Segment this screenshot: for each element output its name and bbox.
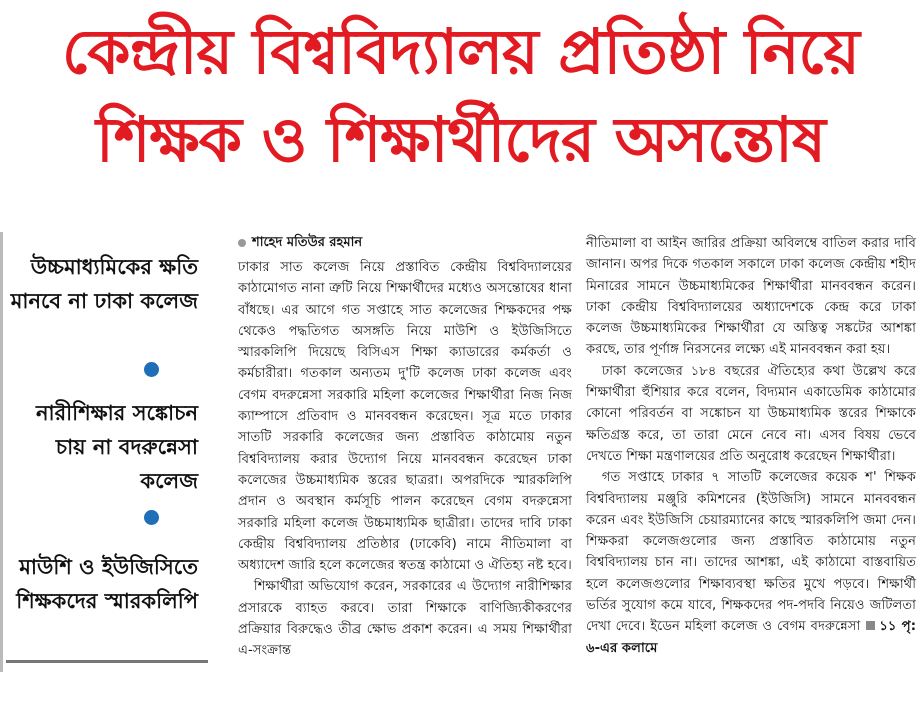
sidebar-highlights	[6, 244, 206, 674]
continuation-jump: ১১ পৃ: ৬-এর কলামে	[586, 619, 916, 656]
headline	[0, 8, 921, 184]
byline-author: শাহেদ মতিউর রহমান	[252, 235, 363, 250]
jump-marker-icon	[866, 621, 875, 630]
paragraph: নীতিমালা বা আইন জারির প্রক্রিয়া অবিলম্বে বাতিল করার দাবি জানান। অপর দিকে গতকাল সকালে ঢাকা কলেজ কেন্দ্রীয় শহীদ মিনারের সামনে উচ্চমাধ্যমিকের শিক্ষার্থীরা মানববন্ধন করেন। ঢাকা কেন্দ্রীয় বিশ্ববিদ্যালয়ের অধ্যাদেশকে কেন্দ্র করে ঢাকা কলেজ উচ্চমাধ্যমিকের শিক্ষার্থীরা যে অস্তিত্ব সঙ্কটের আশঙ্কা করছে, তার পূর্ণাঙ্গ নিরসনের লক্ষ্যে এই মানববন্ধন করা হয়।	[586, 236, 916, 358]
paragraph: ঢাকার সাত কলেজ নিয়ে প্রস্তাবিত কেন্দ্রীয় বিশ্ববিদ্যালয়ের কাঠামোগত নানা ত্রুটি নিয়ে শিক্ষার্থীদের মধ্যেও অসন্তোষের ধানা বাঁধছে। এর আগে গত সপ্তাহে সাত কলেজের শিক্ষকদের পক্ষ থেকেও পদ্ধতিগত অসঙ্গতি নিয়ে মাউশি ও ইউজিসিতে স্মারকলিপি দিয়েছে বিসিএস শিক্ষা ক্যাডারের কর্মকর্তা ও কর্মচারীরা। গতকাল অন্যতম দু'টি কলেজ ঢাকা কলেজ এবং বেগম বদরুন্নেসা সরকারি মহিলা কলেজের শিক্ষার্থীরা নিজ নিজ ক্যাম্পাসে প্রতিবাদ ও মানববন্ধন করেছেন। সূত্র মতে ঢাকার সাতটি সরকারি কলেজের জন্য প্রস্তাবিত কাঠামোয় নতুন বিশ্ববিদ্যালয় করার উদ্যোগ নিয়ে মানববন্ধন করেছেন ঢাকা কলেজের উচ্চমাধ্যমিক স্তরের ছাত্ররা। অপরদিকে স্মারকলিপি প্রদান ও অবস্থান কর্মসূচি পালন করেছেন বেগম বদরুন্নেসা সরকারি মহিলা কলেজ উচ্চমাধ্যমিক ছাত্রীরা। তাদের দাবি ঢাকা কেন্দ্রীয় বিশ্ববিদ্যালয় প্রতিষ্ঠার (ঢাকেবি) নামে নীতিমালা বা অধ্যাদেশ জারি হলে কলেজের স্বতন্ত্র কাঠামো ও ঐতিহ্য নষ্ট হবে।	[238, 260, 572, 574]
left-border-rule	[0, 232, 3, 672]
sidebar-item-memorandum: মাউশি ও ইউজিসিতে শিক্ষকদের স্মারকলিপি	[16, 555, 198, 613]
paragraph	[586, 467, 916, 659]
article-column-2	[586, 233, 916, 659]
paragraph: ঢাকা কলেজের ১৮৪ বছরের ঐতিহ্যের কথা উল্লেখ করে শিক্ষার্থীরা হুঁশিয়ার করে বলেন, বিদ্যমান একাডেমিক কাঠামোর কোনো পরিবর্তন বা সঙ্কোচন যা উচ্চমাধ্যমিক স্তরের শিক্ষাকে ক্ষতিগ্রস্ত করে, তা তারা মেনে নেবে না। এসব বিষয় ভেবে দেখতে শিক্ষা মন্ত্রণালয়ের প্রতি অনুরোধ করেছেন শিক্ষার্থীরা।	[586, 363, 916, 464]
paragraph-text: গত সপ্তাহে ঢাকার ৭ সাতটি কলেজের কয়েক শ' শিক্ষক বিশ্ববিদ্যালয় মঞ্জুরি কমিশনের (ইউজিসি) সামনে মানববন্ধন করেন এবং ইউজিসি চেয়ারম্যানের কাছে স্মারকলিপি জমা দেন। শিক্ষকরা কলেজগুলোর জন্য প্রস্তাবিত কাঠামোয় নতুন বিশ্ববিদ্যালয় চান না। তাদের আশঙ্কা, এই কাঠামো বাস্তবায়িত হলে কলেজগুলোর শিক্ষাব্যবস্থা ক্ষতির মুখে পড়বে। শিক্ষার্থী ভর্তির সুযোগ কমে যাবে, শিক্ষকদের পদ-পদবি নিয়েও জটিলতা দেখা দেবে। ইডেন মহিলা কলেজ ও বেগম বদরুন্নেসা	[586, 470, 916, 635]
headline-line-1: কেন্দ্রীয় বিশ্ববিদ্যালয় প্রতিষ্ঠা নিয়ে	[62, 15, 859, 88]
sidebar-bottom-rule	[6, 660, 208, 663]
sidebar-item-hsc: উচ্চমাধ্যমিকের ক্ষতি মানবে না ঢাকা কলেজ	[10, 255, 198, 313]
byline-dot-icon	[238, 239, 246, 247]
article-column-1	[238, 233, 572, 662]
sidebar-item-women-education: নারীশিক্ষার সঙ্কোচন চায় না বদরুন্নেসা কলেজ	[36, 401, 198, 493]
bullet-dot-icon	[144, 362, 159, 377]
headline-line-2: শিক্ষক ও শিক্ষার্থীদের অসন্তোষ	[96, 103, 825, 176]
bullet-dot-icon	[144, 510, 159, 525]
byline	[238, 233, 572, 253]
paragraph: শিক্ষার্থীরা অভিযোগ করেন, সরকারের এ উদ্যোগ নারীশিক্ষার প্রসারকে ব্যাহত করবে। তারা শিক্ষাকে বাণিজ্যিকীকরণের প্রক্রিয়ার বিরুদ্ধেও তীব্র ক্ষোভ প্রকাশ করেন। এ সময় শিক্ষার্থীরা এ-সংক্রান্ত	[238, 579, 572, 659]
